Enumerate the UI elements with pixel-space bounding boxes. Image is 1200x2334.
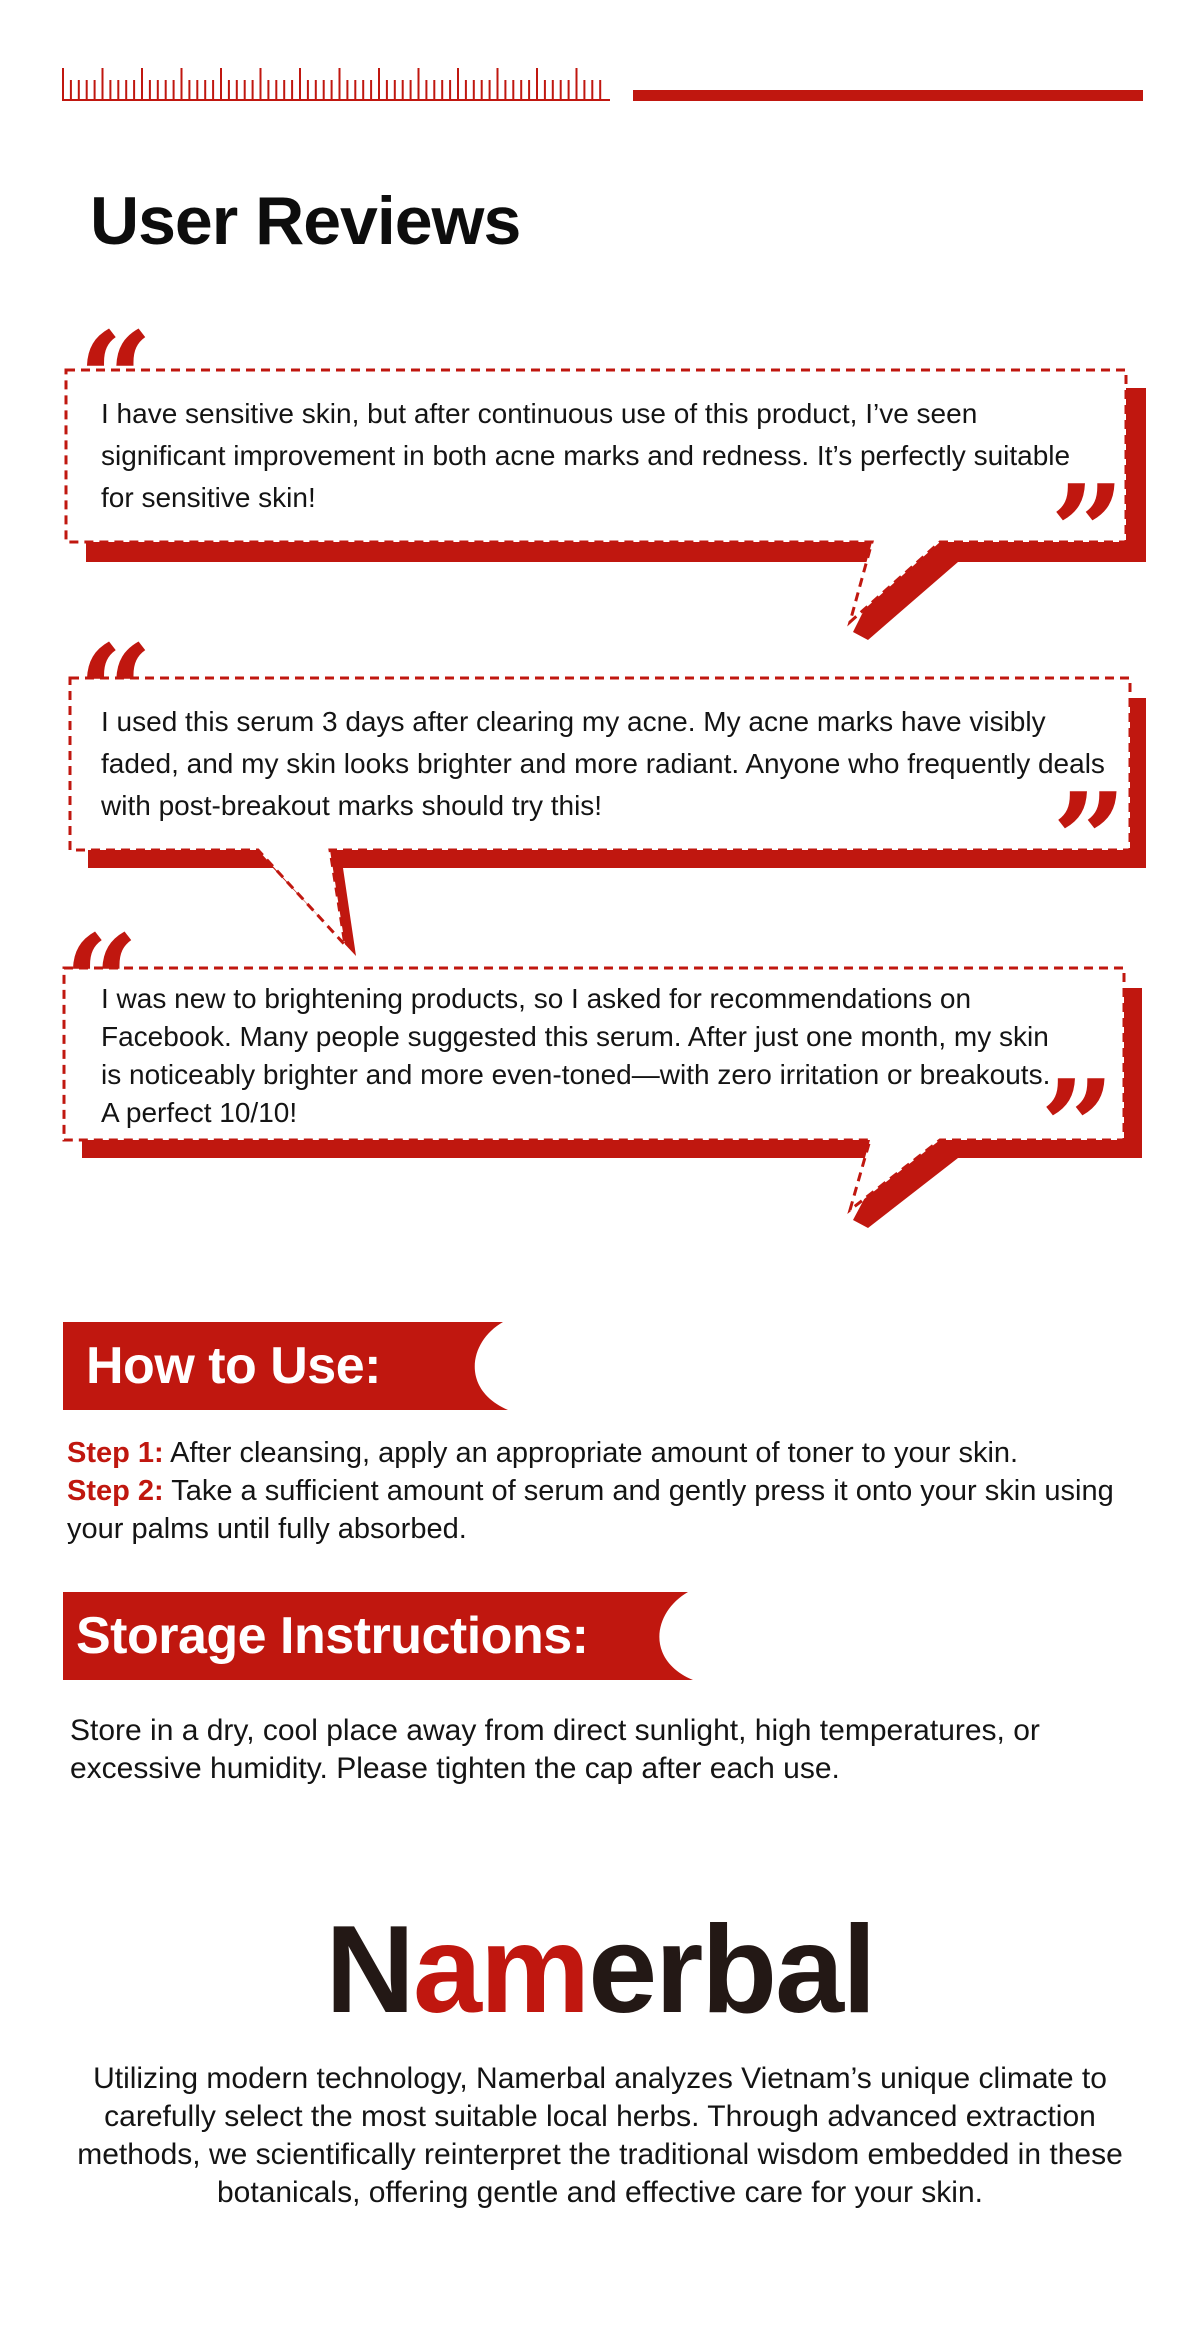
storage-text: Store in a dry, cool place away from direct sunlight, high temperatures, or excessive humidity. Please tighten the cap after each use. xyxy=(70,1714,1040,1785)
close-quote-icon: ” xyxy=(1050,456,1125,609)
step-1-text: After cleansing, apply an appropriate amount of toner to your skin. xyxy=(170,1437,1019,1469)
brand-logo-part2: erbal xyxy=(588,1901,875,2039)
storage-title: Storage Instructions: xyxy=(76,1607,589,1665)
open-quote-icon: “ xyxy=(78,616,153,769)
review-2-text: I used this serum 3 days after clearing my acne. My acne marks have visibly faded, and my skin looks brighter and more radiant. Anyone who frequently deals with post-breakout marks should try this! xyxy=(101,706,1105,821)
brand-logo xyxy=(0,1901,1200,2039)
step-1-label: Step 1: xyxy=(67,1437,164,1469)
open-quote-icon: “ xyxy=(78,303,153,456)
page-title: User Reviews xyxy=(90,183,521,259)
review-3-text: I was new to brightening products, so I asked for recommendations on Facebook. Many people suggested this serum. After just one month, my skin is noticeably brighter and more even-toned—with zero irritation or breakouts. A perfect 10/10! xyxy=(101,983,1051,1128)
step-2-label: Step 2: xyxy=(67,1475,164,1507)
step-1 xyxy=(67,1434,1147,1472)
review-1-text: I have sensitive skin, but after continuous use of this product, I’ve seen significant improvement in both acne marks and redness. It’s perfectly suitable for sensitive skin! xyxy=(101,398,1071,513)
close-quote-icon: ” xyxy=(1052,764,1127,917)
open-quote-icon: “ xyxy=(64,906,139,1059)
how-to-use-title: How to Use: xyxy=(86,1337,381,1395)
brand-description: Utilizing modern technology, Namerbal analyzes Vietnam’s unique climate to carefully select the most suitable local herbs. Through advanced extraction methods, we scientifically reinterpret the traditional wisdom embedded in these botanicals, offering gentle and effective care for your skin. xyxy=(77,2062,1123,2209)
close-quote-icon: ” xyxy=(1040,1051,1115,1204)
brand-logo-accent: am xyxy=(412,1901,589,2039)
brand-logo-part1: N xyxy=(325,1901,413,2039)
step-2-text: Take a sufficient amount of serum and gently press it onto your skin using your palms until fully absorbed. xyxy=(67,1475,1114,1545)
step-2 xyxy=(67,1472,1147,1548)
